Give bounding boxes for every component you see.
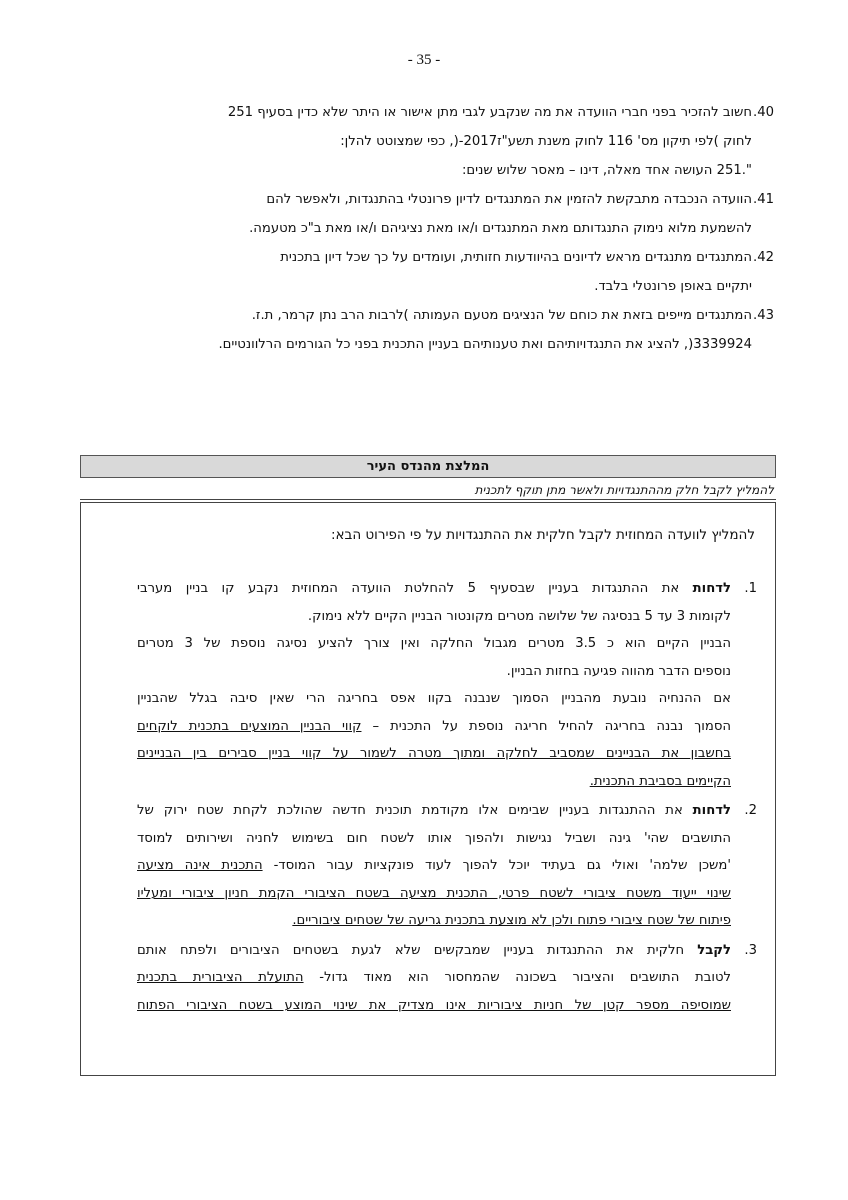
recommendation-line [137, 797, 731, 825]
list-item-line: המתנגדים מתנגדים מראש לדיונים בהיוודעות חזותית, ועומדים על כך שכל דיון בתכנית [280, 250, 752, 265]
objection-points-list [114, 98, 774, 359]
recommendation-text: את ההתנגדות בעניין שבסעיף 5 להחלטת הוועדה המחוזית נקבע קו בניין מערבי [137, 581, 693, 596]
decision-keyword: לדחות [692, 581, 731, 596]
recommendation-box [80, 502, 776, 1076]
list-item [114, 301, 774, 359]
recommendation-number: 2. [744, 803, 757, 818]
recommendation-line [137, 685, 731, 713]
recommendation-text: קווי הבניין המוצעים בתכנית לוקחים [137, 718, 362, 734]
decision-keyword: לדחות [692, 803, 731, 818]
recommendation-item [137, 797, 757, 935]
list-item-number: 41. [753, 192, 774, 207]
recommendation-line [137, 852, 731, 880]
list-item-line: המתנגדים מייפים בזאת את כוחם של הנציגים מטעם העמותה )לרבות הרב נתן קרמר, ת.ז. [251, 308, 752, 323]
recommendation-line [137, 658, 731, 686]
recommendation-text: הקיימים בסביבת התכנית. [589, 773, 731, 789]
recommendation-line [137, 907, 731, 935]
list-item [114, 185, 774, 243]
recommendation-line [137, 575, 731, 603]
recommendation-text: 'משכן שלמה' ואולי גם בעתיד יוכל להפוך לעוד פונקציות עבור המוסד- [262, 858, 731, 873]
recommendation-text: התושבים שהי' גינה ושביל נגישות ולהפוך אותו לשטח חום בשימוש לחניה ושירותים למוסד [137, 830, 731, 846]
recommendation-item [137, 575, 757, 795]
list-item-number: 40. [753, 105, 774, 120]
list-item-number: 43. [753, 308, 774, 323]
recommendation-text: התועלת הציבורית בתכנית [137, 970, 304, 985]
recommendation-line [137, 825, 731, 853]
recommendation-text: הסמוך נבנה בחריגה להחיל חריגה נוספת על התכנית – [361, 718, 732, 734]
recommendation-text: התכנית אינה מציעה [137, 858, 263, 873]
list-item-line: יתקיים באופן פרונטלי בלבד. [594, 279, 752, 294]
list-item-line: ".251 העושה אחד מאלה, דינו – מאסר שלוש שנים: [461, 163, 752, 178]
list-item-line: 3339924(, להציג את התנגדויותיהם ואת טענותיהם בעניין התכנית בפני כל הגורמים הרלוונטיים. [218, 337, 752, 352]
recommendation-line [137, 992, 731, 1020]
recommendation-text: לקומות 3 עד 5 בנסיגה של שלושה מטרים מקונטור הבניין הקיים ללא נימוק. [307, 608, 731, 624]
recommendation-text: הבניין הקיים הוא כ 3.5 מטרים מגבול החלקה ואין צורך להציע נסיגה נוספת של 3 מטרים [137, 636, 731, 651]
recommendation-line [137, 630, 731, 658]
list-item-line: הוועדה הנכבדה מתבקשת להזמין את המתנגדים לדיון פרונטלי בהתנגדות, ולאפשר להם [266, 192, 752, 207]
page-number: - 35 - [407, 52, 441, 68]
list-item-number: 42. [753, 250, 774, 265]
recommendation-text: בחשבון את הבניינים שמסביב לחלקה ומתוך מטרה לשמור על קווי בניין סבירים בין הבניינים [137, 746, 731, 761]
list-item [114, 98, 774, 185]
recommendation-line [137, 880, 731, 908]
recommendation-intro: להמליץ לוועדה המחוזית לקבל חלקית את ההתנגדויות על פי הפירוט הבא: [330, 527, 755, 543]
recommendation-line [137, 713, 731, 741]
section-subheader: להמליץ לקבל חלק מההתנגדויות ולאשר מתן תוקף לתכנית [80, 481, 776, 500]
recommendation-line [137, 603, 731, 631]
recommendation-text: חלקית את ההתנגדות בעניין שמבקשים שלא לגעת בשטחים הציבורים ולפתח אותם [137, 942, 698, 958]
list-item [114, 243, 774, 301]
recommendation-line [137, 768, 731, 796]
recommendation-text: את ההתנגדות בעניין שבימים אלו מקודמת תוכנית חדשה שהולכת לקחת שטח ירוק של [137, 803, 693, 818]
recommendations-list [137, 575, 757, 1021]
recommendation-text: שמוסיפה מספר קטן של חניות ציבוריות אינו מצדיק את שינוי המוצע בשטח הציבורי הפתוח [137, 997, 731, 1013]
recommendation-text: נוספים הדבר מהווה פגיעה בחזות הבניין. [506, 663, 731, 679]
recommendation-number: 3. [744, 942, 757, 958]
recommendation-line [137, 937, 731, 965]
recommendation-text: פיתוח של שטח ציבורי פתוח ולכן לא מוצעת בתכנית גריעה של שטחים ציבוריים. [292, 913, 731, 928]
recommendation-item [137, 937, 757, 1020]
recommendation-text: שינוי ייעוד משטח ציבורי לשטח פרטי, התכנית מציעה בשטח הציבורי הקמת חניון ציבורי ומעליו [137, 885, 731, 901]
section-header: המלצת מהנדס העיר [80, 455, 776, 478]
list-item-line: לחוק )לפי תיקון מס' 116 לחוק משנת תשע"ז2017-(, כפי שמצוטט להלן: [340, 134, 752, 149]
recommendation-line [137, 740, 731, 768]
decision-keyword: לקבל [697, 942, 731, 958]
recommendation-text: לטובת התושבים והציבור בשכונה שהמחסור הוא מאוד גדול- [303, 970, 731, 985]
recommendation-line [137, 964, 731, 992]
recommendation-text: אם ההנחיה נובעת מהבניין הסמוך שנבנה בקוו אפס בחריגה הרי שאין סיבה בגלל שהבניין [137, 691, 731, 706]
list-item-line: להשמעת מלוא נימוק התנגדותם מאת המתנגדים ו/או מאת נציגיהם ו/או מאת ב"כ מטעמה. [249, 221, 752, 236]
list-item-line: חשוב להזכיר בפני חברי הוועדה את מה שנקבע לגבי מתן אישור או היתר שלא כדין בסעיף 251 [227, 105, 752, 120]
recommendation-number: 1. [744, 581, 757, 596]
